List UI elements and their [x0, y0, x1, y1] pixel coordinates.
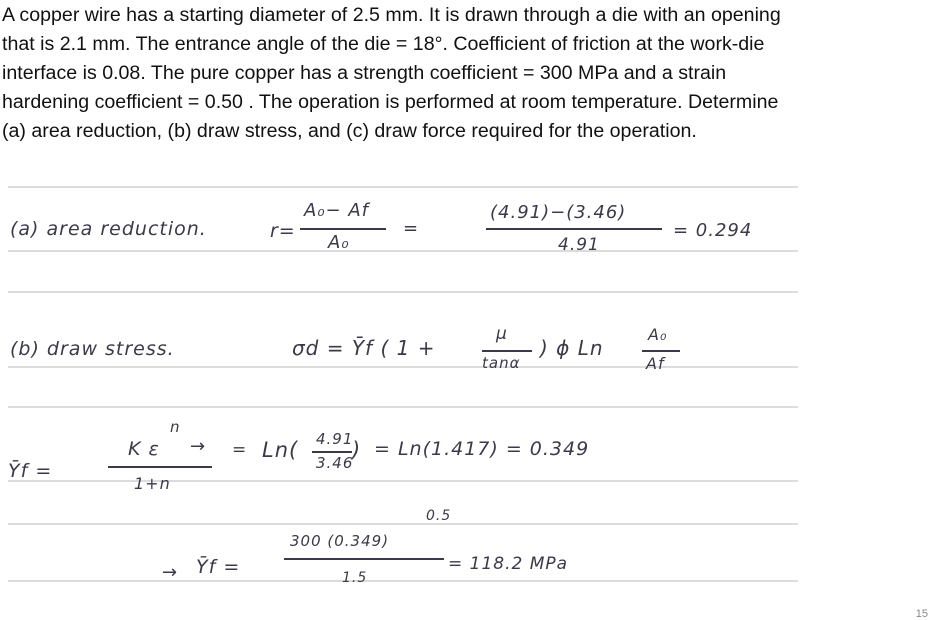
part-a-frac2-line — [486, 228, 662, 230]
rule-line — [8, 366, 798, 368]
problem-line-2: that is 2.1 mm. The entrance angle of the die = 18°. Coefficient of friction at the work-die — [2, 33, 765, 55]
strain-result: = Ln(1.417) = 0.349 — [374, 438, 590, 460]
part-a-frac2-num: (4.91)−(3.46) — [490, 202, 627, 223]
arrow-icon: → — [190, 436, 207, 457]
rule-line — [8, 523, 798, 525]
rule-line — [8, 186, 798, 188]
rule-line — [8, 580, 798, 582]
ln-den-value: 3.46 — [316, 454, 354, 472]
ln-ratio-den: Af — [646, 354, 665, 373]
calc-yf-lhs: Ȳf = — [196, 556, 241, 578]
rule-line — [8, 250, 798, 252]
mu-tan-fraction-line — [482, 350, 532, 352]
part-a-result: = 0.294 — [673, 220, 753, 241]
problem-statement — [2, 1, 927, 146]
ln-open: Ln( — [262, 438, 299, 462]
ln-value-fraction-line — [312, 451, 352, 453]
strain-eq: = — [232, 440, 248, 460]
part-a-frac1-den: A₀ — [328, 232, 350, 253]
problem-line-1: A copper wire has a starting diameter of 2.5 mm. It is drawn through a die with an opening — [2, 4, 781, 26]
part-a-eq1: = — [403, 218, 420, 239]
calc-arrow-icon: → — [162, 562, 179, 583]
draw-stress-formula-lhs: σd = Ȳf ( 1 + — [292, 336, 436, 360]
yf-num: K ε — [128, 438, 160, 460]
page-number: 15 — [915, 608, 928, 620]
part-a-frac2-den: 4.91 — [558, 235, 600, 255]
problem-line-5: (a) area reduction, (b) draw stress, and (c) draw force required for the operation. — [2, 120, 697, 142]
part-a-frac1-num: A₀− Af — [304, 200, 369, 221]
calc-exponent: 0.5 — [426, 508, 452, 524]
rule-line — [8, 406, 798, 408]
part-a-frac1-line — [300, 228, 386, 230]
draw-stress-formula-mid: ) ɸ Ln — [540, 336, 604, 360]
part-b-label: (b) draw stress. — [10, 338, 175, 360]
yf-lhs: Ȳf = — [8, 460, 53, 482]
part-a-r: r= — [270, 220, 296, 242]
mu-symbol: μ — [496, 324, 508, 344]
ln-ratio-line — [642, 350, 680, 352]
handwritten-solution — [8, 180, 798, 600]
tan-alpha: tanα — [482, 354, 521, 372]
yf-fraction-line — [108, 466, 212, 468]
calc-result: = 118.2 MPa — [448, 554, 569, 574]
rule-line — [8, 480, 798, 482]
ln-num-value: 4.91 — [316, 430, 354, 448]
problem-line-4: hardening coefficient = 0.50 . The operation is performed at room temperature. Determine — [2, 91, 779, 113]
calc-num: 300 (0.349) — [290, 532, 390, 550]
part-a-label: (a) area reduction. — [10, 218, 207, 240]
calc-den: 1.5 — [342, 570, 368, 586]
problem-line-3: interface is 0.08. The pure copper has a strength coefficient = 300 MPa and a strain — [2, 62, 727, 84]
rule-line — [8, 291, 798, 293]
ln-close: ) — [352, 438, 362, 462]
yf-den: 1+n — [134, 474, 171, 493]
yf-exp-n: n — [170, 418, 181, 436]
calc-fraction-line — [284, 558, 444, 560]
ln-ratio-num: A₀ — [648, 325, 668, 344]
